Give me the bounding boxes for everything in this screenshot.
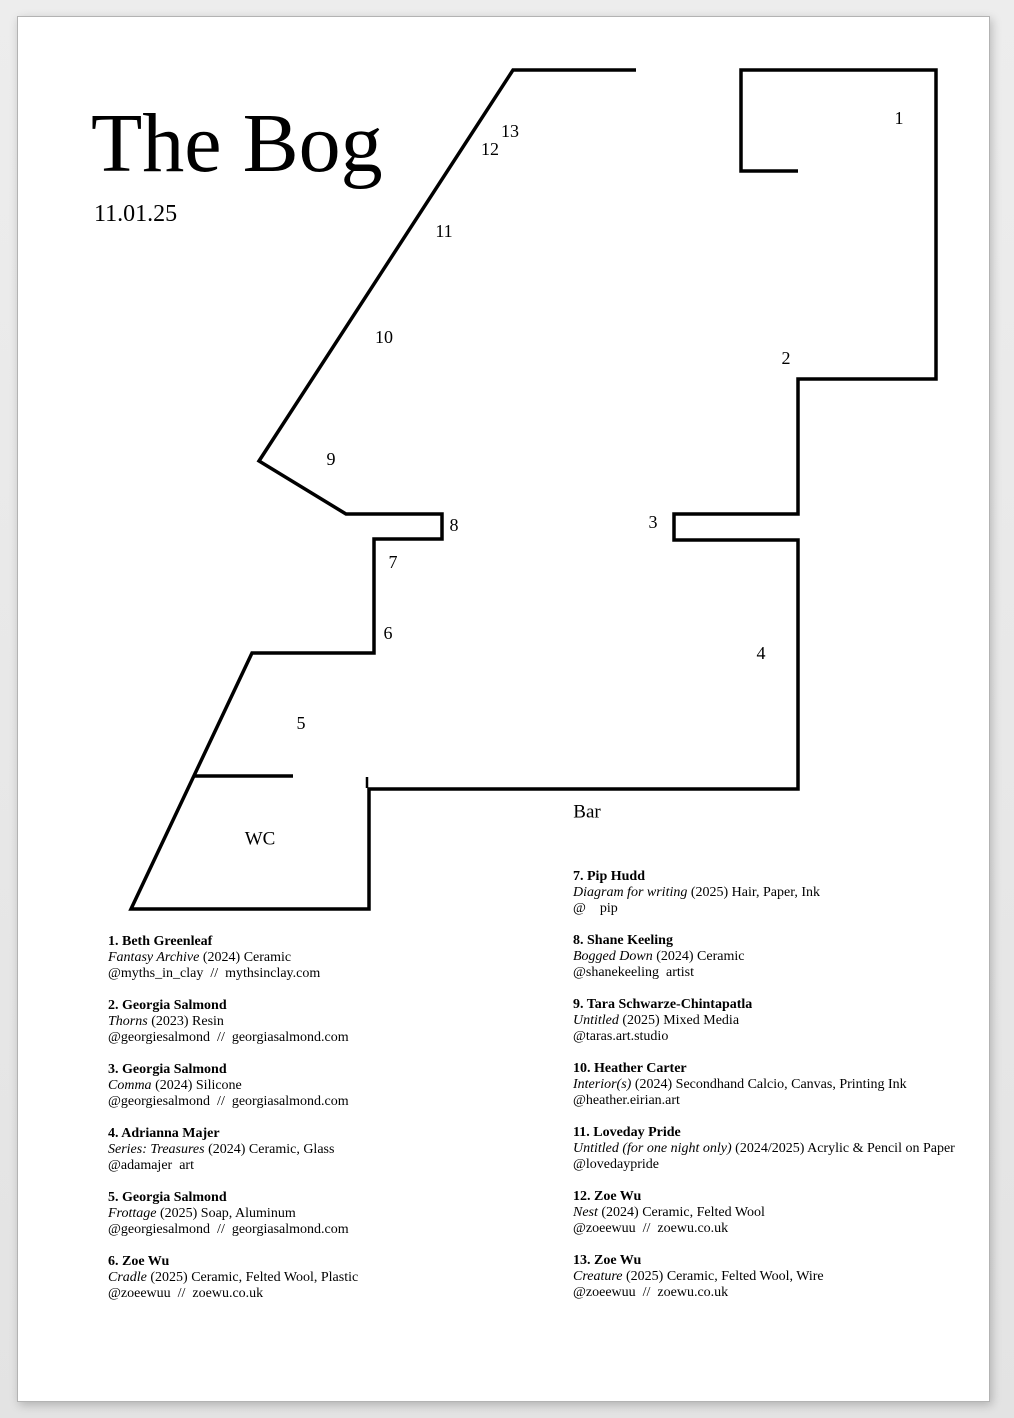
plan-number-7: 7 bbox=[388, 552, 398, 572]
entry-artist-name: 10. Heather Carter bbox=[573, 1061, 687, 1076]
listing-column-left bbox=[108, 934, 538, 1318]
entry-artist-name: 1. Beth Greenleaf bbox=[108, 934, 213, 949]
artist-entry-4 bbox=[108, 1126, 538, 1174]
artist-entry-8 bbox=[573, 933, 1003, 981]
entry-artist-name: 7. Pip Hudd bbox=[573, 869, 645, 884]
plan-number-12: 12 bbox=[481, 139, 499, 159]
entry-work-title: Cradle bbox=[108, 1270, 147, 1285]
artist-entry-1 bbox=[108, 934, 538, 982]
entry-artist-name: 2. Georgia Salmond bbox=[108, 998, 227, 1013]
artist-entry-12 bbox=[573, 1189, 1003, 1237]
entry-work-title: Comma bbox=[108, 1078, 152, 1093]
plan-number-5: 5 bbox=[296, 713, 306, 733]
entry-work-line: Untitled (2025) Mixed Media bbox=[573, 1013, 740, 1028]
entry-work-line: Nest (2024) Ceramic, Felted Wool bbox=[573, 1205, 765, 1220]
artist-entry-13 bbox=[573, 1253, 1003, 1301]
entry-work-title: Creature bbox=[573, 1269, 623, 1284]
entry-work-title: Frottage bbox=[108, 1206, 157, 1221]
entry-contact: @ pip bbox=[573, 901, 618, 916]
entry-contact: @zoeewuu // zoewu.co.uk bbox=[573, 1285, 729, 1300]
plan-number-13: 13 bbox=[501, 121, 519, 141]
plan-area-bar: Bar bbox=[573, 801, 601, 823]
entry-work-line: Bogged Down (2024) Ceramic bbox=[573, 949, 745, 964]
plan-number-6: 6 bbox=[383, 623, 393, 643]
page-date: 11.01.25 bbox=[94, 201, 178, 227]
plan-number-2: 2 bbox=[781, 348, 791, 368]
artist-entry-3 bbox=[108, 1062, 538, 1110]
entry-work-title: Bogged Down bbox=[573, 949, 653, 964]
entry-contact: @zoeewuu // zoewu.co.uk bbox=[108, 1286, 264, 1301]
plan-number-4: 4 bbox=[756, 643, 766, 663]
entry-work-title: Thorns bbox=[108, 1014, 148, 1029]
entry-contact: @georgiesalmond // georgiasalmond.com bbox=[108, 1222, 349, 1237]
entry-artist-name: 6. Zoe Wu bbox=[108, 1254, 170, 1269]
entry-contact: @heather.eirian.art bbox=[573, 1093, 680, 1108]
entry-contact: @taras.art.studio bbox=[573, 1029, 669, 1044]
entry-work-line: Creature (2025) Ceramic, Felted Wool, Wire bbox=[573, 1269, 824, 1284]
plan-area-wc: WC bbox=[244, 828, 276, 850]
artist-entry-11 bbox=[573, 1125, 1003, 1173]
entry-contact: @zoeewuu // zoewu.co.uk bbox=[573, 1221, 729, 1236]
entry-artist-name: 3. Georgia Salmond bbox=[108, 1062, 227, 1077]
entry-contact: @myths_in_clay // mythsinclay.com bbox=[108, 966, 321, 981]
entry-artist-name: 8. Shane Keeling bbox=[573, 933, 673, 948]
entry-work-line: Fantasy Archive (2024) Ceramic bbox=[108, 950, 292, 965]
artist-entry-2 bbox=[108, 998, 538, 1046]
entry-contact: @adamajer art bbox=[108, 1158, 194, 1173]
artist-entry-6 bbox=[108, 1254, 538, 1302]
entry-artist-name: 5. Georgia Salmond bbox=[108, 1190, 227, 1205]
entry-work-title: Fantasy Archive bbox=[108, 950, 200, 965]
entry-contact: @georgiesalmond // georgiasalmond.com bbox=[108, 1094, 349, 1109]
entry-work-line: Interior(s) (2024) Secondhand Calcio, Canvas, Printing Ink bbox=[573, 1077, 907, 1092]
entry-artist-name: 13. Zoe Wu bbox=[573, 1253, 642, 1268]
entry-work-title: Nest bbox=[573, 1205, 598, 1220]
entry-artist-name: 12. Zoe Wu bbox=[573, 1189, 642, 1204]
artist-entry-10 bbox=[573, 1061, 1003, 1109]
entry-contact: @lovedaypride bbox=[573, 1157, 659, 1172]
entry-work-title: Diagram for writing bbox=[573, 885, 688, 900]
plan-number-9: 9 bbox=[326, 449, 336, 469]
artist-entry-9 bbox=[573, 997, 1003, 1045]
entry-artist-name: 4. Adrianna Majer bbox=[108, 1126, 220, 1141]
entry-contact: @shanekeeling artist bbox=[573, 965, 694, 980]
gallery-outline-wall bbox=[131, 70, 936, 909]
entry-work-line: Comma (2024) Silicone bbox=[108, 1078, 242, 1093]
plan-number-8: 8 bbox=[449, 515, 459, 535]
entry-work-line: Diagram for writing (2025) Hair, Paper, Ink bbox=[573, 885, 820, 900]
entry-work-line: Series: Treasures (2024) Ceramic, Glass bbox=[108, 1142, 335, 1157]
plan-number-3: 3 bbox=[648, 512, 658, 532]
entry-artist-name: 11. Loveday Pride bbox=[573, 1125, 681, 1140]
entry-work-title: Untitled bbox=[573, 1013, 619, 1028]
plan-number-11: 11 bbox=[435, 221, 453, 241]
page-title: The Bog bbox=[91, 97, 383, 190]
plan-number-1: 1 bbox=[894, 108, 904, 128]
entry-work-title: Series: Treasures bbox=[108, 1142, 205, 1157]
entry-work-line: Untitled (for one night only) (2024/2025) Acrylic & Pencil on Paper bbox=[573, 1141, 955, 1156]
artist-entry-7 bbox=[573, 869, 1003, 917]
entry-work-line: Thorns (2023) Resin bbox=[108, 1014, 224, 1029]
entry-work-title: Interior(s) bbox=[573, 1077, 632, 1092]
entry-contact: @georgiesalmond // georgiasalmond.com bbox=[108, 1030, 349, 1045]
plan-number-10: 10 bbox=[375, 327, 393, 347]
entry-work-title: Untitled (for one night only) bbox=[573, 1141, 732, 1156]
artist-entry-5 bbox=[108, 1190, 538, 1238]
exhibition-map-page bbox=[17, 16, 990, 1402]
listing-column-right bbox=[573, 869, 1003, 1317]
entry-artist-name: 9. Tara Schwarze-Chintapatla bbox=[573, 997, 753, 1012]
entry-work-line: Cradle (2025) Ceramic, Felted Wool, Plastic bbox=[108, 1270, 359, 1285]
entry-work-line: Frottage (2025) Soap, Aluminum bbox=[108, 1206, 296, 1221]
